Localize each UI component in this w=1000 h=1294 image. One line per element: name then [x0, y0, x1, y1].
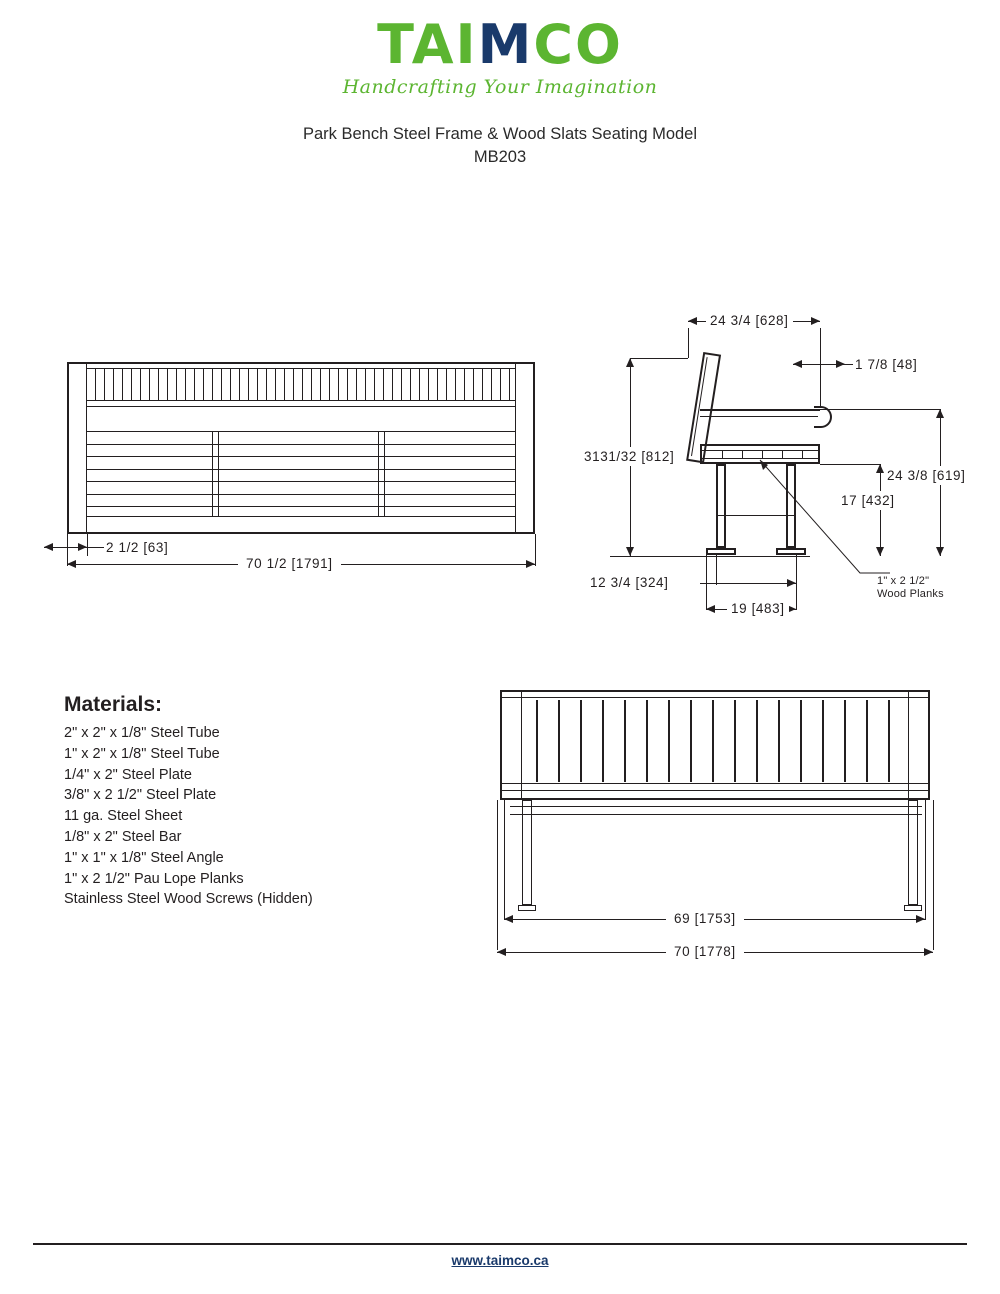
website-link[interactable]: www.taimco.ca — [451, 1253, 549, 1268]
side-dim-front-offset-label: 12 3/4 [324] — [590, 575, 669, 590]
top-left-foot — [518, 905, 536, 911]
front-top-rail-a — [87, 368, 515, 369]
side-dim-seatback-arrow-up — [936, 409, 944, 418]
top-witness-inner-left — [504, 800, 505, 920]
side-dim-base-arrow-left — [706, 605, 715, 613]
side-witness-rear-leg — [716, 555, 717, 585]
material-item: 2" x 2" x 1/8" Steel Tube — [64, 725, 220, 741]
side-dim-top-small-label: 1 7/8 [48] — [855, 357, 918, 372]
top-seat-edge-b — [500, 783, 930, 784]
side-seatback-witness-top — [820, 409, 940, 410]
top-right-cap — [908, 690, 930, 800]
top-dim-inner-label: 69 [1753] — [666, 911, 744, 926]
material-item: 1" x 1" x 1/8" Steel Angle — [64, 849, 224, 866]
side-height-witness-top — [630, 358, 688, 359]
top-stringer-bottom — [510, 814, 922, 815]
front-dim-thickness-line — [44, 547, 104, 548]
front-dim-width-arrow-right — [526, 560, 535, 568]
side-armrest-rail — [700, 409, 820, 411]
material-item: 1/4" x 2" Steel Plate — [64, 766, 192, 783]
material-item: Stainless Steel Wood Screws (Hidden) — [64, 891, 313, 908]
wood-planks-callout-line1: 1" x 2 1/2" — [877, 575, 930, 587]
side-dim-height-label: 3131/32 [812] — [581, 447, 677, 466]
side-witness-back — [688, 328, 689, 358]
side-dim-seatback-arrow-down — [936, 547, 944, 556]
logo-tagline: Handcrafting Your Imagination — [342, 76, 658, 98]
side-dim-top-small-arrow-right — [836, 360, 845, 368]
top-dim-inner-arrow-right — [916, 915, 925, 923]
page-title-line1: Park Bench Steel Frame & Wood Slats Seating Model — [302, 125, 698, 143]
top-left-leg — [522, 800, 532, 905]
top-witness-inner-right — [925, 800, 926, 920]
top-witness-outer-left — [497, 800, 498, 950]
front-top-rail-c — [87, 406, 515, 407]
side-dim-depth-label: 24 3/4 [628] — [706, 313, 793, 328]
front-witness-right — [535, 534, 536, 566]
side-armrest-rail-lower — [700, 416, 818, 417]
top-seat-edge-c — [500, 790, 930, 791]
page-title — [0, 123, 1000, 169]
material-item: 1" x 2 1/2" Pau Lope Planks — [64, 870, 244, 887]
side-dim-depth-arrow-left — [688, 317, 697, 325]
wood-planks-callout — [877, 575, 944, 601]
side-dim-height-arrow-down — [626, 547, 634, 556]
front-top-rail-b — [87, 400, 515, 401]
material-item: 3/8" x 2 1/2" Steel Plate — [64, 787, 217, 804]
page-title-line2: MB203 — [473, 148, 527, 166]
side-dim-top-small-arrow-left — [793, 360, 802, 368]
top-stringer-top — [510, 806, 922, 807]
side-witness-front — [820, 328, 821, 408]
wood-planks-callout-line2: Wood Planks — [877, 588, 944, 600]
side-dim-base-label: 19 [483] — [727, 601, 789, 616]
top-right-foot — [904, 905, 922, 911]
wood-planks-leader — [750, 455, 890, 585]
top-seat-edge-a — [500, 697, 930, 698]
side-dim-seatheight-label: 17 [432] — [838, 491, 898, 510]
front-dim-thickness-arrow-right — [78, 543, 87, 551]
front-dim-thickness-arrow-left — [44, 543, 53, 551]
side-rear-leg — [716, 464, 726, 548]
logo-wordmark — [0, 13, 1000, 76]
top-dim-outer-label: 70 [1778] — [666, 944, 744, 959]
top-dim-inner-arrow-left — [504, 915, 513, 923]
materials-list — [64, 723, 313, 910]
front-witness-inner — [87, 534, 88, 556]
materials-heading: Materials: — [64, 693, 163, 716]
front-right-post — [515, 362, 535, 534]
side-dim-seatback-label: 24 3/8 [619] — [884, 466, 969, 485]
side-dim-height-arrow-up — [626, 358, 634, 367]
logo-text-part2: M — [477, 13, 534, 76]
company-logo — [0, 13, 1000, 98]
front-left-post — [67, 362, 87, 534]
top-witness-outer-right — [933, 800, 934, 950]
top-left-cap — [500, 690, 522, 800]
front-dim-width-arrow-left — [67, 560, 76, 568]
top-dim-outer-arrow-right — [924, 948, 933, 956]
front-dim-thickness-label: 2 1/2 [63] — [106, 540, 169, 555]
front-dim-width-label: 70 1/2 [1791] — [238, 556, 341, 571]
side-dim-depth-arrow-right — [811, 317, 820, 325]
side-rear-foot — [706, 548, 736, 555]
top-right-leg — [908, 800, 918, 905]
footer-divider — [33, 1243, 967, 1245]
side-witness-base-left — [706, 555, 707, 610]
material-item: 1/8" x 2" Steel Bar — [64, 828, 182, 845]
side-seat-line-a — [702, 450, 818, 451]
top-dim-outer-arrow-left — [497, 948, 506, 956]
logo-text-part1: TAI — [377, 13, 478, 76]
material-item: 11 ga. Steel Sheet — [64, 808, 183, 825]
logo-text-part3: CO — [533, 13, 623, 76]
material-item: 1" x 2" x 1/8" Steel Tube — [64, 745, 220, 762]
